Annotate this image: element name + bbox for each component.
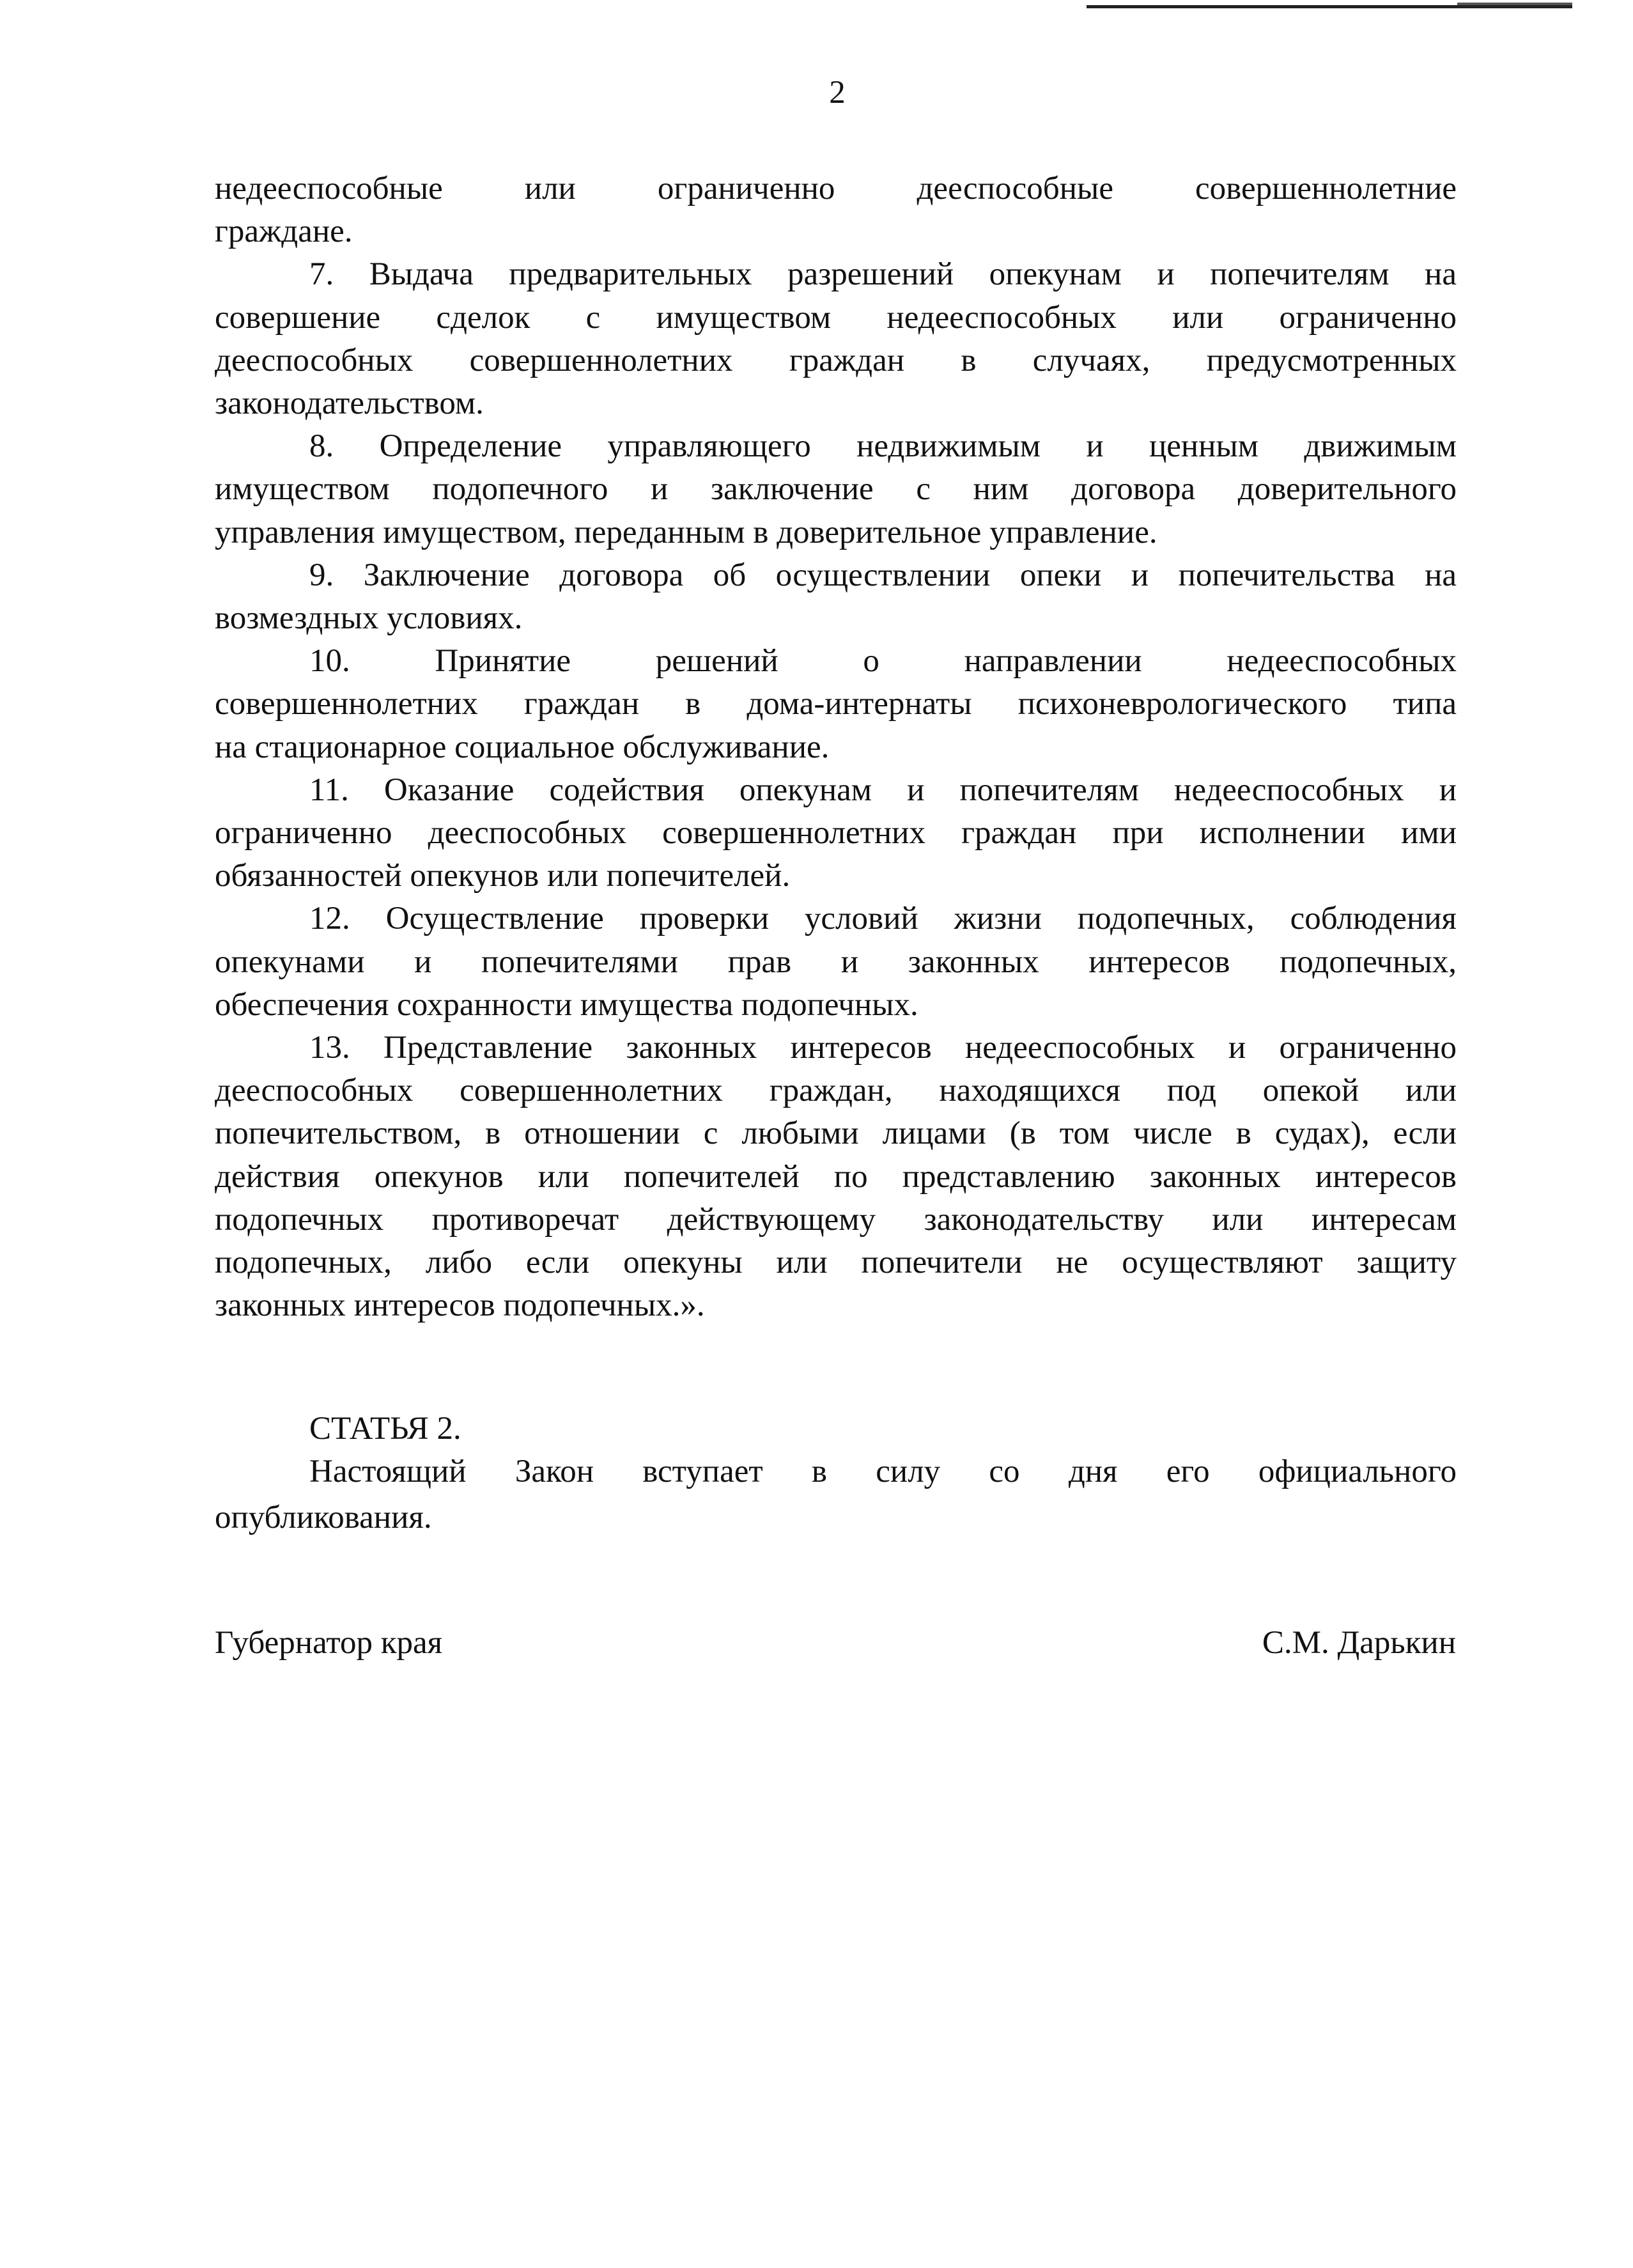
page-number: 2 [829, 75, 846, 111]
scan-artifact-line [1457, 3, 1572, 5]
paragraph-line: законных интересов подопечных.». [215, 1287, 705, 1324]
paragraph-line: ограниченно дееспособных совершеннолетних граждан при исполнении ими [215, 815, 1457, 851]
paragraph-line: недееспособные или ограниченно дееспособные совершеннолетние [215, 171, 1457, 206]
paragraph-line: имуществом подопечного и заключение с ним договора доверительного [215, 471, 1457, 508]
paragraph-line: 7. Выдача предварительных разрешений опекунам и попечителям на [309, 256, 1457, 293]
paragraph-line: подопечных, либо если опекуны или попечители не осуществляют защиту [215, 1245, 1457, 1280]
paragraph-line: совершение сделок с имуществом недееспособных или ограниченно [215, 299, 1457, 336]
article-text-line: Настоящий Закон вступает в силу со дня его официального [309, 1454, 1457, 1489]
paragraph-line: подопечных противоречат действующему законодательству или интересам [215, 1201, 1457, 1238]
article-heading: СТАТЬЯ 2. [309, 1411, 461, 1447]
paragraph-line: опекунами и попечителями прав и законных интересов подопечных, [215, 944, 1457, 980]
paragraph-line: 8. Определение управляющего недвижимым и ценным движимым [309, 428, 1457, 465]
paragraph-line: обеспечения сохранности имущества подопечных. [215, 986, 918, 1023]
paragraph-line: действия опекунов или попечителей по представлению законных интересов [215, 1158, 1457, 1195]
paragraph-line: 10. Принятие решений о направлении недееспособных [309, 643, 1457, 680]
paragraph-line: дееспособных совершеннолетних граждан в случаях, предусмотренных [215, 342, 1457, 378]
article-text-line: опубликования. [215, 1500, 432, 1535]
paragraph-line: на стационарное социальное обслуживание. [215, 729, 830, 765]
paragraph-line: обязанностей опекунов или попечителей. [215, 858, 791, 894]
paragraph-line: 11. Оказание содействия опекунам и попечителям недееспособных и [309, 772, 1457, 808]
paragraph-line: совершеннолетних граждан в дома-интернаты психоневрологического типа [215, 686, 1457, 722]
paragraph-line: попечительством, в отношении с любыми лицами (в том числе в судах), если [215, 1115, 1457, 1152]
paragraph-line: граждане. [215, 214, 353, 250]
paragraph-line: 13. Представление законных интересов недееспособных и ограниченно [309, 1030, 1457, 1066]
paragraph-line: возмездных условиях. [215, 600, 523, 636]
paragraph-line: управления имуществом, переданным в доверительное управление. [215, 514, 1157, 550]
scan-artifact-line [1087, 5, 1572, 8]
paragraph-line: дееспособных совершеннолетних граждан, находящихся под опекой или [215, 1073, 1457, 1109]
paragraph-line: 12. Осуществление проверки условий жизни подопечных, соблюдения [309, 901, 1457, 937]
paragraph-line: законодательством. [215, 385, 484, 421]
signature-position: Губернатор края [215, 1625, 443, 1661]
signature-name: С.М. Дарькин [1262, 1625, 1456, 1661]
paragraph-line: 9. Заключение договора об осуществлении опеки и попечительства на [309, 557, 1457, 593]
